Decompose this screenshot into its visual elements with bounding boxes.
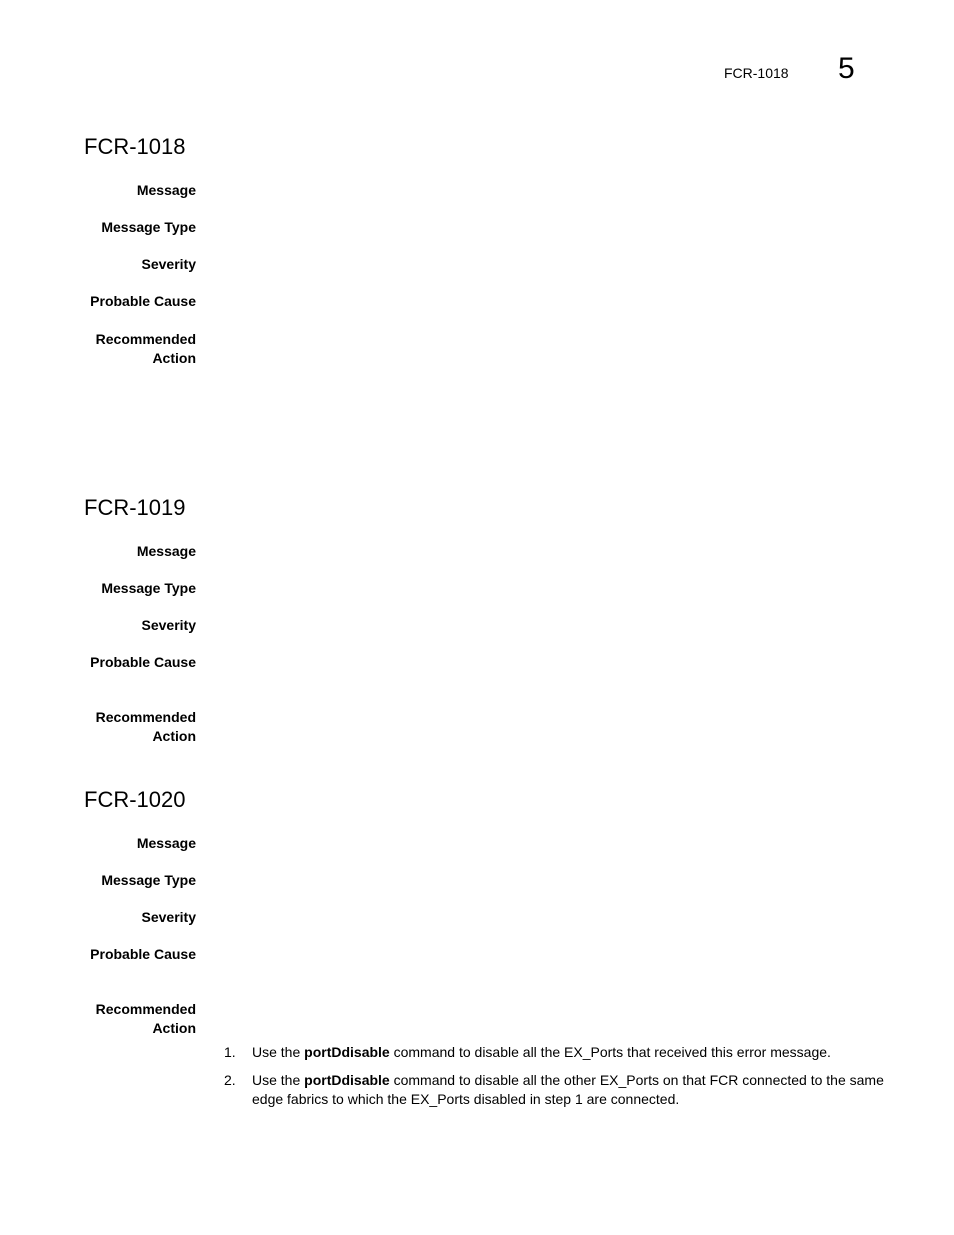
label-recommended-line2: Action (152, 728, 196, 744)
section-title: FCR-1020 (84, 787, 186, 812)
label-message: Message (136, 835, 196, 851)
label-recommended-line2: Action (152, 350, 196, 366)
step-text-before: Use the (252, 1072, 305, 1088)
step-text-after: command to disable all the other EX_Ports on that FCR connected to the same edge fabrics to which the EX_Ports disabled in step 1 are connected. (252, 1072, 884, 1107)
label-recommended-action (60, 1000, 196, 1038)
label-severity: Severity (141, 909, 196, 925)
label-message: Message (136, 543, 196, 559)
list-item (224, 1043, 884, 1062)
chapter-number: 5 (838, 52, 855, 85)
command-name: portDdisable (304, 1072, 390, 1088)
list-item (224, 1071, 884, 1109)
label-message-type: Message Type (101, 872, 196, 888)
label-message-type: Message Type (101, 580, 196, 596)
label-recommended-line1: Recommended (95, 1001, 196, 1017)
recommended-action-steps (224, 1043, 884, 1118)
section-title: FCR-1019 (84, 495, 186, 520)
label-recommended-line1: Recommended (95, 331, 196, 347)
label-recommended-line1: Recommended (95, 709, 196, 725)
label-recommended-line2: Action (152, 1020, 196, 1036)
label-message-type: Message Type (101, 219, 196, 235)
label-probable-cause: Probable Cause (90, 654, 196, 670)
label-recommended-action (60, 708, 196, 746)
label-severity: Severity (141, 256, 196, 272)
step-number: 1. (224, 1044, 236, 1060)
section-title: FCR-1018 (84, 134, 186, 159)
label-severity: Severity (141, 617, 196, 633)
step-text-before: Use the (252, 1044, 305, 1060)
label-probable-cause: Probable Cause (90, 293, 196, 309)
label-message: Message (136, 182, 196, 198)
command-name: portDdisable (304, 1044, 390, 1060)
running-title: FCR-1018 (724, 65, 789, 81)
step-text-after: command to disable all the EX_Ports that received this error message. (389, 1044, 831, 1060)
label-probable-cause: Probable Cause (90, 946, 196, 962)
step-number: 2. (224, 1072, 236, 1088)
label-recommended-action (60, 330, 196, 368)
